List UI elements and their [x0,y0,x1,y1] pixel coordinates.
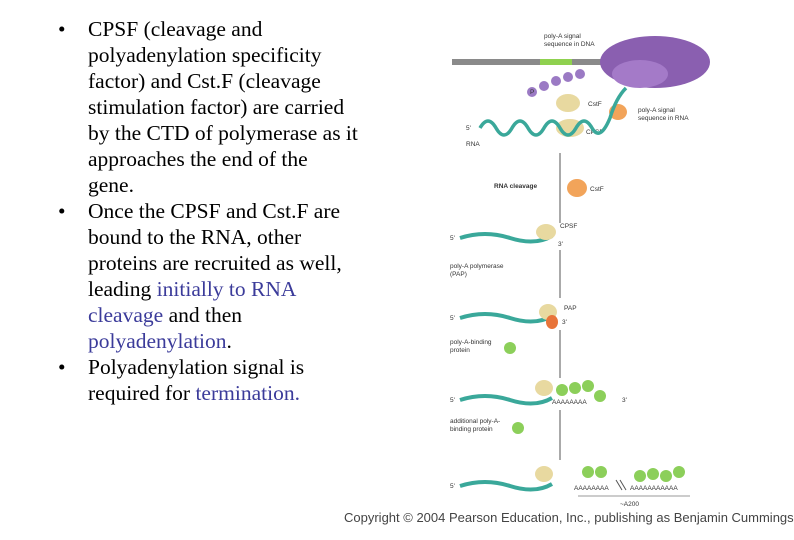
copyright-notice: Copyright © 2004 Pearson Education, Inc., publishing as Benjamin Cummings [344,510,794,525]
bullet-item-3 [58,354,358,406]
label-5prime-3: 5' [450,315,455,322]
label-pabp-1: poly-A-binding [450,339,492,346]
pabp-free-2 [512,422,524,434]
label-add-pabp-2: binding protein [450,426,493,433]
label-cstf-2: CstF [590,186,604,193]
bullet-dot: • [58,17,66,41]
dna-polyA-signal [540,59,572,65]
bullet-dot: • [58,199,66,223]
ctd-phosphates [527,69,585,97]
label-rna-cleavage: RNA cleavage [494,183,538,190]
label-polyA-dna: poly-A signal [544,33,581,40]
phosphate-2 [539,81,549,91]
label-5prime-2: 5' [450,235,455,242]
pabp-10 [673,466,685,478]
polyA-tail-2: AAAAAAAA [574,485,609,492]
phosphate-4 [563,72,573,82]
polyadenylation-diagram [440,28,720,508]
bullet-text-end: . [226,329,232,353]
label-5prime-5: 5' [450,483,455,490]
bullet-list [58,16,358,406]
label-3prime-3: 3' [622,397,627,404]
bullet-item-1 [58,16,358,198]
label-pap-name-2: (PAP) [450,271,467,278]
label-polyA-rna: poly-A signal [638,107,675,114]
bullet-item-2 [58,198,358,354]
label-add-pabp-1: additional poly-A- [450,418,501,425]
cstf-released [567,179,587,197]
pabp-7 [634,470,646,482]
polyadenylation-figure [440,28,720,508]
cpsf-bound-4 [535,466,553,482]
pabp-2 [569,382,581,394]
label-polyA-dna-2: sequence in DNA [544,41,595,48]
bullet-text: Once the CPSF and Cst.F are bound to the RNA, other proteins are recruited as well, leading [88,199,342,301]
cstf-on-ctd [556,94,580,112]
label-a200: ~A200 [620,501,639,508]
label-cpsf-1: CPSF [586,129,604,136]
pap-protein [546,315,558,329]
pabp-8 [647,468,659,480]
highlight-termination: termination. [195,381,300,405]
phosphate-5 [575,69,585,79]
pabp-5 [582,466,594,478]
pabp-free [504,342,516,354]
label-5prime-4: 5' [450,397,455,404]
polyA-tail-1: AAAAAAAA [552,399,587,406]
rna-polymerase-lobe [612,60,668,88]
pabp-3 [582,380,594,392]
label-cstf-1: CstF [588,101,602,108]
bullet-text: Polyadenylation signal is required for [88,355,305,405]
cpsf-bound-3 [535,380,553,396]
highlight-cleavage: initially to RNA cleavage [88,277,296,327]
text-panel [58,16,358,406]
label-rna: RNA [466,141,480,148]
phosphate-3 [551,76,561,86]
rna-transcript [480,88,626,135]
polyA-tail-long: AAAAAAAAAAA [630,485,678,492]
label-3prime-2: 3' [562,319,567,326]
cleaved-rna-3 [460,396,552,404]
cleaved-rna-2 [460,314,552,322]
label-polyA-rna-2: sequence in RNA [638,115,689,122]
label-pap: PAP [564,305,577,312]
label-pabp-2: protein [450,347,470,354]
highlight-polyadenylation: polyadenylation [88,329,227,353]
pabp-4 [594,390,606,402]
bullet-text-mid: and then [163,303,242,327]
label-5prime-1: 5' [466,125,471,132]
bullet-dot: • [58,355,66,379]
bullet-text: CPSF (cleavage and polyadenylation specificity factor) and Cst.F (cleavage stimulation factor) are carried by the CTD of polymerase as it approaches the end of the gene. [88,17,358,197]
pabp-6 [595,466,607,478]
label-pap-name-1: poly-A polymerase [450,263,504,270]
cpsf-bound-1 [536,224,556,240]
cleaved-rna-4 [460,482,552,490]
label-cpsf-2: CPSF [560,223,578,230]
phosphate-label: P [530,89,535,96]
pabp-1 [556,384,568,396]
pabp-9 [660,470,672,482]
label-3prime-1: 3' [558,241,563,248]
